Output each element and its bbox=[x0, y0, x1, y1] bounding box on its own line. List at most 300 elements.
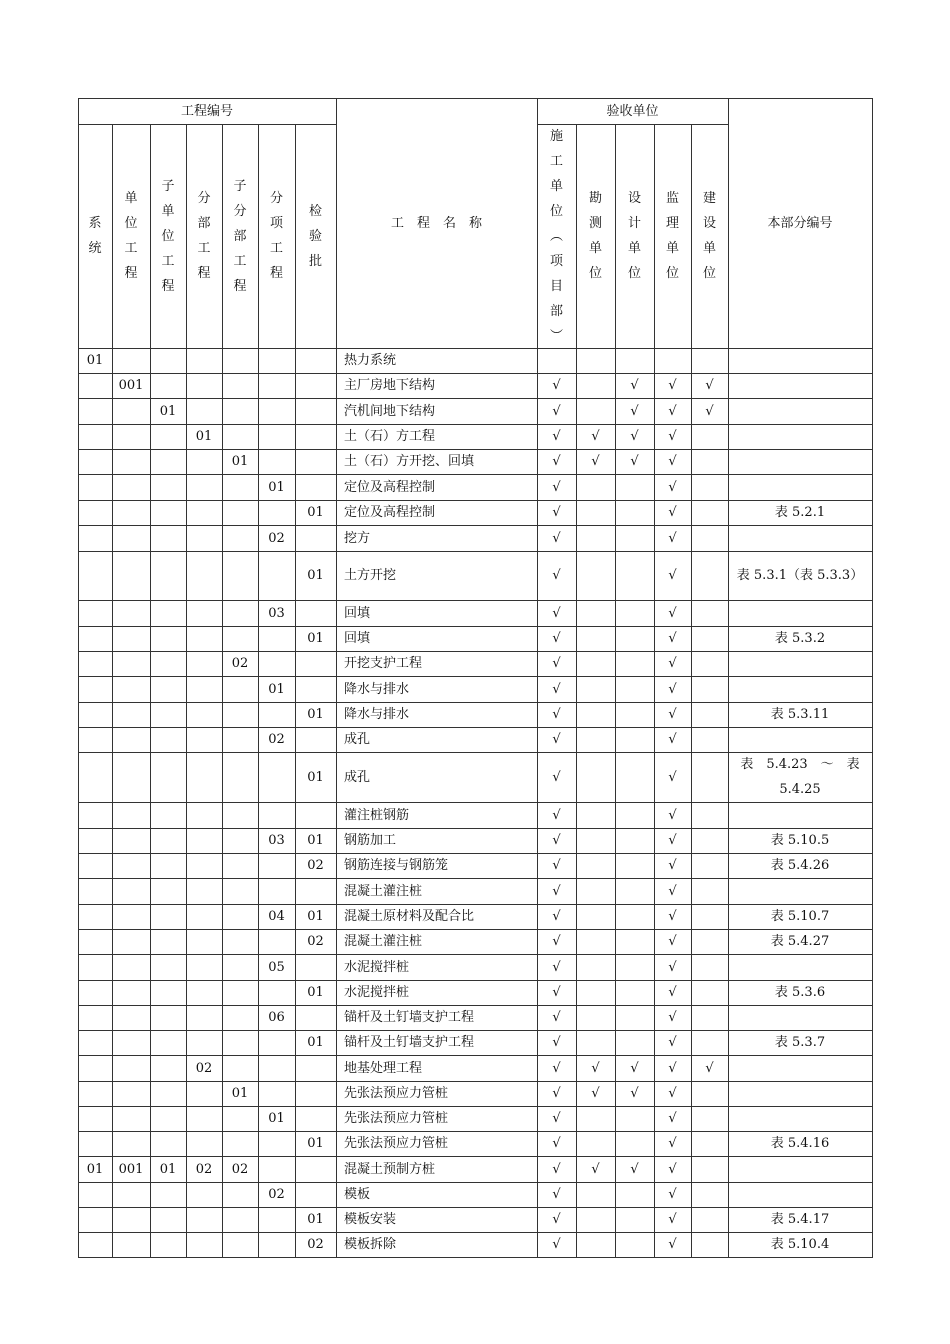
construction-unit-cell: √ bbox=[537, 1005, 577, 1031]
section-code-cell bbox=[728, 1156, 873, 1183]
unit-project-cell bbox=[112, 878, 151, 905]
sub-division-cell bbox=[222, 954, 259, 981]
sub-division-cell bbox=[222, 398, 259, 425]
inspection-lot-cell: 02 bbox=[295, 853, 337, 879]
construction-unit-cell: √ bbox=[537, 752, 577, 803]
system-cell bbox=[78, 1005, 113, 1031]
survey-unit-cell: √ bbox=[576, 1156, 616, 1183]
header-item: 分 项 工 程 bbox=[258, 124, 296, 349]
unit-project-cell bbox=[112, 551, 151, 601]
construction-unit-cell: √ bbox=[537, 600, 577, 627]
construction-unit-cell: √ bbox=[537, 802, 577, 829]
project-name-cell: 混凝土预制方桩 bbox=[336, 1156, 538, 1183]
project-name-cell: 定位及高程控制 bbox=[336, 474, 538, 501]
division-cell bbox=[186, 702, 223, 728]
supervision-unit-cell: √ bbox=[654, 651, 692, 677]
supervision-unit-cell: √ bbox=[654, 802, 692, 829]
design-unit-cell bbox=[615, 878, 655, 905]
project-name-cell: 混凝土原材料及配合比 bbox=[336, 904, 538, 930]
design-unit-cell bbox=[615, 1005, 655, 1031]
survey-unit-cell bbox=[576, 626, 616, 652]
sub-unit-project-cell bbox=[150, 626, 187, 652]
owner-unit-cell bbox=[691, 1156, 729, 1183]
system-cell bbox=[78, 474, 113, 501]
project-name-cell: 灌注桩钢筋 bbox=[336, 802, 538, 829]
division-cell bbox=[186, 1106, 223, 1132]
section-code-cell: 表 5.3.2 bbox=[728, 626, 873, 652]
item-cell bbox=[258, 878, 296, 905]
construction-unit-cell: √ bbox=[537, 398, 577, 425]
survey-unit-cell bbox=[576, 853, 616, 879]
project-name-cell: 土方开挖 bbox=[336, 551, 538, 601]
inspection-lot-cell bbox=[295, 1156, 337, 1183]
sub-unit-project-cell bbox=[150, 676, 187, 703]
sub-division-cell bbox=[222, 676, 259, 703]
header-division: 分 部 工 程 bbox=[186, 124, 223, 349]
section-code-cell bbox=[728, 474, 873, 501]
construction-unit-cell: √ bbox=[537, 1207, 577, 1233]
survey-unit-cell bbox=[576, 373, 616, 399]
sub-division-cell bbox=[222, 853, 259, 879]
survey-unit-cell bbox=[576, 1232, 616, 1258]
header-owner-unit: 建 设 单 位 bbox=[691, 124, 729, 349]
section-code-cell: 表 5.2.1 bbox=[728, 500, 873, 526]
section-code-cell: 表 5.10.7 bbox=[728, 904, 873, 930]
construction-unit-cell: √ bbox=[537, 1182, 577, 1208]
inspection-lot-cell bbox=[295, 449, 337, 475]
division-cell bbox=[186, 398, 223, 425]
sub-division-cell bbox=[222, 1182, 259, 1208]
item-cell bbox=[258, 449, 296, 475]
inspection-lot-cell: 01 bbox=[295, 980, 337, 1006]
inspection-lot-cell bbox=[295, 348, 337, 374]
sub-unit-project-cell bbox=[150, 980, 187, 1006]
inspection-lot-cell bbox=[295, 1081, 337, 1107]
system-cell bbox=[78, 500, 113, 526]
construction-unit-cell: √ bbox=[537, 1081, 577, 1107]
supervision-unit-cell: √ bbox=[654, 980, 692, 1006]
unit-project-cell bbox=[112, 802, 151, 829]
owner-unit-cell bbox=[691, 551, 729, 601]
division-cell bbox=[186, 600, 223, 627]
owner-unit-cell bbox=[691, 676, 729, 703]
unit-project-cell: 001 bbox=[112, 1156, 151, 1183]
owner-unit-cell bbox=[691, 853, 729, 879]
supervision-unit-cell: √ bbox=[654, 904, 692, 930]
system-cell bbox=[78, 1207, 113, 1233]
owner-unit-cell bbox=[691, 929, 729, 955]
system-cell: 01 bbox=[78, 348, 113, 374]
section-code-cell bbox=[728, 651, 873, 677]
design-unit-cell: √ bbox=[615, 1081, 655, 1107]
sub-unit-project-cell bbox=[150, 1055, 187, 1082]
owner-unit-cell bbox=[691, 954, 729, 981]
design-unit-cell bbox=[615, 1207, 655, 1233]
construction-unit-cell: √ bbox=[537, 929, 577, 955]
survey-unit-cell bbox=[576, 1131, 616, 1157]
project-name-cell: 锚杆及土钉墙支护工程 bbox=[336, 1005, 538, 1031]
survey-unit-cell bbox=[576, 904, 616, 930]
project-name-cell: 水泥搅拌桩 bbox=[336, 980, 538, 1006]
survey-unit-cell bbox=[576, 878, 616, 905]
design-unit-cell bbox=[615, 752, 655, 803]
unit-project-cell bbox=[112, 1207, 151, 1233]
item-cell bbox=[258, 929, 296, 955]
sub-division-cell bbox=[222, 1131, 259, 1157]
division-cell bbox=[186, 904, 223, 930]
sub-division-cell bbox=[222, 1005, 259, 1031]
sub-division-cell bbox=[222, 752, 259, 803]
system-cell bbox=[78, 929, 113, 955]
inspection-lot-cell: 01 bbox=[295, 828, 337, 854]
section-code-cell bbox=[728, 1106, 873, 1132]
owner-unit-cell bbox=[691, 878, 729, 905]
division-cell bbox=[186, 626, 223, 652]
sub-unit-project-cell bbox=[150, 449, 187, 475]
item-cell bbox=[258, 980, 296, 1006]
header-sub-unit-project: 子 单 位 工 程 bbox=[150, 124, 187, 349]
sub-division-cell: 01 bbox=[222, 449, 259, 475]
owner-unit-cell bbox=[691, 980, 729, 1006]
owner-unit-cell bbox=[691, 1182, 729, 1208]
section-code-cell bbox=[728, 424, 873, 450]
header-design-unit: 设 计 单 位 bbox=[615, 124, 655, 349]
project-name-cell: 降水与排水 bbox=[336, 676, 538, 703]
item-cell: 02 bbox=[258, 525, 296, 552]
project-name-cell: 钢筋加工 bbox=[336, 828, 538, 854]
system-cell bbox=[78, 525, 113, 552]
system-cell bbox=[78, 1030, 113, 1056]
item-cell bbox=[258, 1207, 296, 1233]
item-cell: 03 bbox=[258, 600, 296, 627]
inspection-lot-cell: 01 bbox=[295, 1131, 337, 1157]
sub-unit-project-cell bbox=[150, 853, 187, 879]
construction-unit-cell: √ bbox=[537, 651, 577, 677]
design-unit-cell: √ bbox=[615, 373, 655, 399]
project-name-cell: 成孔 bbox=[336, 727, 538, 753]
item-cell: 04 bbox=[258, 904, 296, 930]
system-cell bbox=[78, 424, 113, 450]
division-cell bbox=[186, 1207, 223, 1233]
owner-unit-cell: √ bbox=[691, 398, 729, 425]
project-name-cell: 主厂房地下结构 bbox=[336, 373, 538, 399]
project-name-cell: 成孔 bbox=[336, 752, 538, 803]
design-unit-cell bbox=[615, 727, 655, 753]
project-name-cell: 挖方 bbox=[336, 525, 538, 552]
owner-unit-cell bbox=[691, 904, 729, 930]
survey-unit-cell: √ bbox=[576, 1081, 616, 1107]
system-cell bbox=[78, 373, 113, 399]
unit-project-cell bbox=[112, 1005, 151, 1031]
inspection-lot-cell bbox=[295, 474, 337, 501]
system-cell bbox=[78, 1055, 113, 1082]
design-unit-cell bbox=[615, 980, 655, 1006]
supervision-unit-cell: √ bbox=[654, 1207, 692, 1233]
division-cell bbox=[186, 651, 223, 677]
sub-unit-project-cell bbox=[150, 348, 187, 374]
system-cell bbox=[78, 702, 113, 728]
sub-division-cell bbox=[222, 878, 259, 905]
section-code-cell: 表 5.3.11 bbox=[728, 702, 873, 728]
construction-unit-cell: √ bbox=[537, 878, 577, 905]
supervision-unit-cell: √ bbox=[654, 1131, 692, 1157]
survey-unit-cell bbox=[576, 1106, 616, 1132]
unit-project-cell bbox=[112, 525, 151, 552]
sub-unit-project-cell bbox=[150, 929, 187, 955]
design-unit-cell bbox=[615, 676, 655, 703]
sub-unit-project-cell bbox=[150, 878, 187, 905]
supervision-unit-cell: √ bbox=[654, 449, 692, 475]
sub-division-cell bbox=[222, 1232, 259, 1258]
header-project-code: 工程编号 bbox=[78, 98, 337, 125]
sub-division-cell bbox=[222, 348, 259, 374]
project-name-cell: 定位及高程控制 bbox=[336, 500, 538, 526]
item-cell bbox=[258, 1030, 296, 1056]
system-cell bbox=[78, 980, 113, 1006]
supervision-unit-cell bbox=[654, 348, 692, 374]
inspection-lot-cell bbox=[295, 1182, 337, 1208]
section-code-cell bbox=[728, 878, 873, 905]
system-cell bbox=[78, 1081, 113, 1107]
system-cell bbox=[78, 449, 113, 475]
sub-division-cell bbox=[222, 1207, 259, 1233]
header-sub-division: 子 分 部 工 程 bbox=[222, 124, 259, 349]
design-unit-cell bbox=[615, 1232, 655, 1258]
sub-division-cell bbox=[222, 980, 259, 1006]
inspection-lot-cell bbox=[295, 651, 337, 677]
unit-project-cell bbox=[112, 500, 151, 526]
sub-division-cell bbox=[222, 525, 259, 552]
division-cell: 02 bbox=[186, 1156, 223, 1183]
supervision-unit-cell: √ bbox=[654, 1156, 692, 1183]
sub-division-cell bbox=[222, 802, 259, 829]
division-cell bbox=[186, 727, 223, 753]
design-unit-cell bbox=[615, 626, 655, 652]
project-name-cell: 热力系统 bbox=[336, 348, 538, 374]
division-cell: 01 bbox=[186, 424, 223, 450]
design-unit-cell bbox=[615, 551, 655, 601]
owner-unit-cell bbox=[691, 828, 729, 854]
division-cell bbox=[186, 853, 223, 879]
construction-unit-cell: √ bbox=[537, 373, 577, 399]
design-unit-cell bbox=[615, 500, 655, 526]
sub-division-cell bbox=[222, 727, 259, 753]
division-cell bbox=[186, 373, 223, 399]
owner-unit-cell bbox=[691, 1030, 729, 1056]
unit-project-cell bbox=[112, 449, 151, 475]
sub-division-cell bbox=[222, 904, 259, 930]
sub-unit-project-cell bbox=[150, 828, 187, 854]
system-cell bbox=[78, 878, 113, 905]
section-code-cell bbox=[728, 954, 873, 981]
system-cell: 01 bbox=[78, 1156, 113, 1183]
supervision-unit-cell: √ bbox=[654, 1232, 692, 1258]
owner-unit-cell: √ bbox=[691, 1055, 729, 1082]
section-code-cell: 表 5.10.5 bbox=[728, 828, 873, 854]
item-cell: 02 bbox=[258, 727, 296, 753]
sub-division-cell bbox=[222, 500, 259, 526]
survey-unit-cell bbox=[576, 802, 616, 829]
unit-project-cell bbox=[112, 853, 151, 879]
sub-unit-project-cell: 01 bbox=[150, 1156, 187, 1183]
inspection-lot-cell bbox=[295, 373, 337, 399]
item-cell bbox=[258, 853, 296, 879]
inspection-lot-cell: 02 bbox=[295, 929, 337, 955]
survey-unit-cell bbox=[576, 651, 616, 677]
sub-unit-project-cell bbox=[150, 1005, 187, 1031]
design-unit-cell: √ bbox=[615, 424, 655, 450]
survey-unit-cell bbox=[576, 702, 616, 728]
sub-unit-project-cell bbox=[150, 1106, 187, 1132]
item-cell: 02 bbox=[258, 1182, 296, 1208]
owner-unit-cell bbox=[691, 752, 729, 803]
section-code-cell: 表 5.3.7 bbox=[728, 1030, 873, 1056]
inspection-lot-cell: 01 bbox=[295, 904, 337, 930]
section-code-cell bbox=[728, 1182, 873, 1208]
section-code-cell bbox=[728, 373, 873, 399]
section-code-cell: 表 5.4.17 bbox=[728, 1207, 873, 1233]
survey-unit-cell bbox=[576, 1030, 616, 1056]
division-cell bbox=[186, 878, 223, 905]
sub-unit-project-cell bbox=[150, 802, 187, 829]
inspection-lot-cell bbox=[295, 600, 337, 627]
sub-unit-project-cell: 01 bbox=[150, 398, 187, 425]
supervision-unit-cell: √ bbox=[654, 373, 692, 399]
inspection-lot-cell bbox=[295, 1106, 337, 1132]
inspection-lot-cell: 01 bbox=[295, 626, 337, 652]
owner-unit-cell bbox=[691, 1207, 729, 1233]
item-cell: 05 bbox=[258, 954, 296, 981]
owner-unit-cell: √ bbox=[691, 373, 729, 399]
project-name-cell: 土（石）方开挖、回填 bbox=[336, 449, 538, 475]
sub-unit-project-cell bbox=[150, 651, 187, 677]
survey-unit-cell bbox=[576, 828, 616, 854]
system-cell bbox=[78, 1182, 113, 1208]
survey-unit-cell: √ bbox=[576, 424, 616, 450]
project-name-cell: 钢筋连接与钢筋笼 bbox=[336, 853, 538, 879]
division-cell bbox=[186, 802, 223, 829]
unit-project-cell bbox=[112, 398, 151, 425]
owner-unit-cell bbox=[691, 1005, 729, 1031]
supervision-unit-cell: √ bbox=[654, 500, 692, 526]
survey-unit-cell bbox=[576, 676, 616, 703]
system-cell bbox=[78, 904, 113, 930]
unit-project-cell bbox=[112, 676, 151, 703]
project-name-cell: 锚杆及土钉墙支护工程 bbox=[336, 1030, 538, 1056]
division-cell bbox=[186, 828, 223, 854]
system-cell bbox=[78, 551, 113, 601]
survey-unit-cell bbox=[576, 727, 616, 753]
section-code-cell: 表 5.3.1（表 5.3.3） bbox=[728, 551, 873, 601]
survey-unit-cell bbox=[576, 929, 616, 955]
header-system: 系 统 bbox=[78, 124, 113, 349]
supervision-unit-cell: √ bbox=[654, 1005, 692, 1031]
supervision-unit-cell: √ bbox=[654, 1055, 692, 1082]
supervision-unit-cell: √ bbox=[654, 424, 692, 450]
project-name-cell: 汽机间地下结构 bbox=[336, 398, 538, 425]
design-unit-cell bbox=[615, 802, 655, 829]
design-unit-cell bbox=[615, 702, 655, 728]
sub-unit-project-cell bbox=[150, 500, 187, 526]
item-cell bbox=[258, 373, 296, 399]
owner-unit-cell bbox=[691, 626, 729, 652]
item-cell bbox=[258, 398, 296, 425]
construction-unit-cell: √ bbox=[537, 676, 577, 703]
division-cell bbox=[186, 449, 223, 475]
inspection-lot-cell bbox=[295, 525, 337, 552]
inspection-lot-cell bbox=[295, 424, 337, 450]
unit-project-cell bbox=[112, 727, 151, 753]
sub-unit-project-cell bbox=[150, 551, 187, 601]
supervision-unit-cell: √ bbox=[654, 828, 692, 854]
design-unit-cell bbox=[615, 525, 655, 552]
design-unit-cell bbox=[615, 929, 655, 955]
supervision-unit-cell: √ bbox=[654, 474, 692, 501]
construction-unit-cell: √ bbox=[537, 853, 577, 879]
unit-project-cell bbox=[112, 1081, 151, 1107]
inspection-lot-cell: 01 bbox=[295, 1207, 337, 1233]
section-code-cell bbox=[728, 1055, 873, 1082]
unit-project-cell bbox=[112, 424, 151, 450]
construction-unit-cell bbox=[537, 348, 577, 374]
unit-project-cell bbox=[112, 1182, 151, 1208]
item-cell bbox=[258, 626, 296, 652]
section-code-cell: 表 5.4.27 bbox=[728, 929, 873, 955]
item-cell: 03 bbox=[258, 828, 296, 854]
unit-project-cell bbox=[112, 904, 151, 930]
inspection-lot-cell bbox=[295, 954, 337, 981]
division-cell bbox=[186, 348, 223, 374]
system-cell bbox=[78, 802, 113, 829]
survey-unit-cell bbox=[576, 600, 616, 627]
header-acceptance-units: 验收单位 bbox=[537, 98, 729, 125]
supervision-unit-cell: √ bbox=[654, 1182, 692, 1208]
unit-project-cell bbox=[112, 980, 151, 1006]
unit-project-cell bbox=[112, 1131, 151, 1157]
item-cell bbox=[258, 1081, 296, 1107]
item-cell bbox=[258, 424, 296, 450]
system-cell bbox=[78, 1232, 113, 1258]
unit-project-cell bbox=[112, 929, 151, 955]
unit-project-cell bbox=[112, 1106, 151, 1132]
header-section-code: 本部分编号 bbox=[728, 98, 873, 349]
section-code-cell: 表 5.4.23 ～ 表 5.4.25 bbox=[728, 752, 873, 803]
construction-unit-cell: √ bbox=[537, 1106, 577, 1132]
construction-unit-cell: √ bbox=[537, 626, 577, 652]
project-name-cell: 模板 bbox=[336, 1182, 538, 1208]
sub-unit-project-cell bbox=[150, 1182, 187, 1208]
unit-project-cell bbox=[112, 1030, 151, 1056]
inspection-lot-cell bbox=[295, 878, 337, 905]
survey-unit-cell bbox=[576, 980, 616, 1006]
inspection-lot-cell bbox=[295, 802, 337, 829]
survey-unit-cell bbox=[576, 1182, 616, 1208]
unit-project-cell: 001 bbox=[112, 373, 151, 399]
division-cell bbox=[186, 500, 223, 526]
section-code-cell: 表 5.3.6 bbox=[728, 980, 873, 1006]
item-cell: 06 bbox=[258, 1005, 296, 1031]
item-cell bbox=[258, 702, 296, 728]
sub-division-cell bbox=[222, 929, 259, 955]
owner-unit-cell bbox=[691, 474, 729, 501]
supervision-unit-cell: √ bbox=[654, 1030, 692, 1056]
sub-unit-project-cell bbox=[150, 600, 187, 627]
sub-unit-project-cell bbox=[150, 373, 187, 399]
survey-unit-cell bbox=[576, 398, 616, 425]
system-cell bbox=[78, 1131, 113, 1157]
survey-unit-cell bbox=[576, 500, 616, 526]
construction-unit-cell: √ bbox=[537, 551, 577, 601]
